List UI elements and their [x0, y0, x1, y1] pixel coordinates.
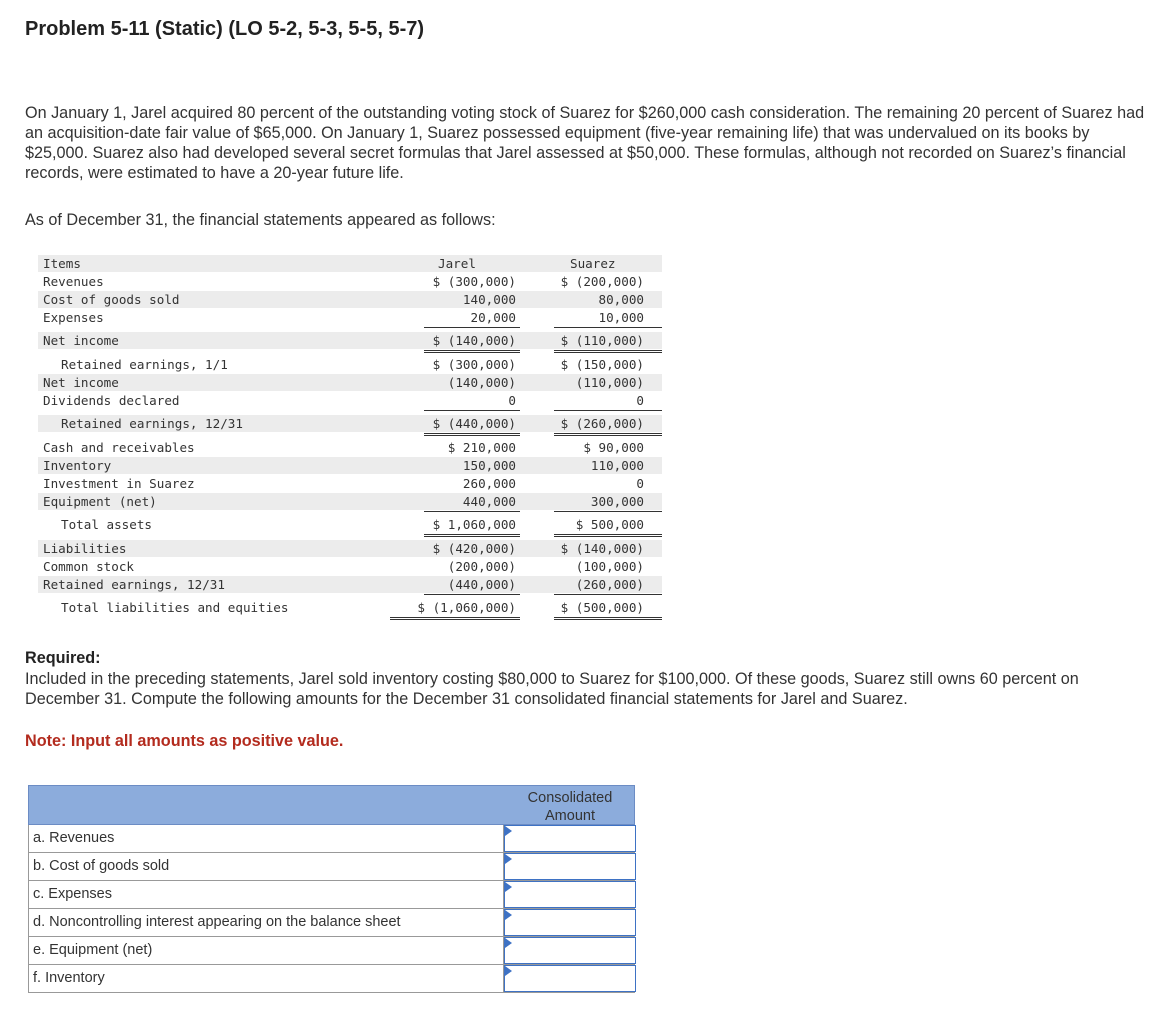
financial-statements-table: [38, 255, 662, 626]
total-line: [424, 536, 520, 537]
equipment-input[interactable]: [515, 940, 635, 962]
table-row: [38, 309, 662, 326]
row-label: Net income: [43, 375, 119, 390]
row-label: Dividends declared: [43, 393, 180, 408]
suarez-value: 0: [636, 476, 644, 491]
jarel-value: $ 210,000: [447, 440, 516, 455]
page-title: Problem 5-11 (Static) (LO 5-2, 5-3, 5-5, 5-7): [25, 18, 425, 40]
nci-input-cell[interactable]: [504, 909, 636, 936]
answer-row-label: a. Revenues: [33, 830, 115, 846]
suarez-value: 110,000: [590, 458, 644, 473]
inventory-input-cell[interactable]: [504, 965, 636, 992]
total-line: [424, 352, 520, 353]
suarez-value: 300,000: [590, 494, 644, 509]
input-marker-icon: [505, 826, 512, 836]
answer-row-label: f. Inventory: [33, 970, 105, 986]
jarel-value: $ (1,060,000): [417, 600, 516, 615]
table-row: [38, 332, 662, 349]
jarel-value: $ (300,000): [432, 357, 516, 372]
table-row: [38, 493, 662, 510]
subtotal-line: [554, 511, 662, 512]
jarel-value: (140,000): [447, 375, 516, 390]
cogs-input[interactable]: [515, 856, 635, 878]
suarez-value: (100,000): [575, 559, 644, 574]
total-line: [554, 433, 662, 434]
row-label: Total liabilities and equities: [61, 600, 289, 615]
subtotal-line: [424, 410, 520, 411]
table-row: [38, 392, 662, 409]
row-label: Revenues: [43, 274, 104, 289]
cogs-input-cell[interactable]: [504, 853, 636, 880]
expenses-input[interactable]: [515, 884, 635, 906]
table-row: [38, 439, 662, 456]
input-marker-icon: [505, 966, 512, 976]
row-label: Inventory: [43, 458, 112, 473]
table-row: [38, 273, 662, 290]
subtotal-line: [424, 594, 520, 595]
jarel-value: 150,000: [462, 458, 516, 473]
total-line: [554, 352, 662, 353]
table-row: [38, 475, 662, 492]
consolidated-amount-header: Consolidated Amount: [527, 790, 613, 824]
table-row: [38, 576, 662, 593]
suarez-value: 80,000: [598, 292, 644, 307]
suarez-value: $ (110,000): [560, 333, 644, 348]
equipment-input-cell[interactable]: [504, 937, 636, 964]
revenues-input[interactable]: [515, 828, 635, 850]
answer-row-noncontrolling-interest: [28, 909, 635, 937]
subtotal-line: [554, 410, 662, 411]
jarel-value: $ 1,060,000: [432, 517, 516, 532]
row-label: Total assets: [61, 517, 152, 532]
answer-row-revenues: [28, 825, 635, 853]
total-line: [424, 433, 520, 434]
suarez-value: $ (150,000): [560, 357, 644, 372]
subtotal-line: [424, 327, 520, 328]
answer-table-header: [28, 785, 635, 825]
input-marker-icon: [505, 882, 512, 892]
revenues-input-cell[interactable]: [504, 825, 636, 852]
header-items: Items: [43, 256, 81, 271]
suarez-value: (260,000): [575, 577, 644, 592]
inventory-input[interactable]: [515, 968, 635, 990]
answer-row-cost-of-goods-sold: [28, 853, 635, 881]
jarel-value: (200,000): [447, 559, 516, 574]
table-row: [38, 540, 662, 557]
jarel-value: $ (440,000): [432, 416, 516, 431]
suarez-value: $ 500,000: [575, 517, 644, 532]
answer-row-label: c. Expenses: [33, 886, 112, 902]
total-line: [390, 617, 520, 618]
jarel-value: 0: [508, 393, 516, 408]
answer-row-inventory: [28, 965, 635, 993]
row-label: Cost of goods sold: [43, 292, 180, 307]
jarel-value: 20,000: [470, 310, 516, 325]
answer-row-label: e. Equipment (net): [33, 942, 153, 958]
jarel-value: 440,000: [462, 494, 516, 509]
row-label: Retained earnings, 1/1: [61, 357, 228, 372]
table-row: [38, 457, 662, 474]
input-marker-icon: [505, 910, 512, 920]
table-row: [38, 599, 662, 616]
jarel-value: (440,000): [447, 577, 516, 592]
header-jarel: Jarel: [438, 256, 476, 271]
total-line: [554, 619, 662, 620]
expenses-input-cell[interactable]: [504, 881, 636, 908]
suarez-value: $ (260,000): [560, 416, 644, 431]
table-row: [38, 356, 662, 373]
jarel-value: $ (300,000): [432, 274, 516, 289]
total-line: [554, 617, 662, 618]
total-line: [390, 619, 520, 620]
suarez-value: 0: [636, 393, 644, 408]
total-line: [424, 534, 520, 535]
table-row: [38, 558, 662, 575]
table-row: [38, 291, 662, 308]
row-label: Investment in Suarez: [43, 476, 195, 491]
answer-row-expenses: [28, 881, 635, 909]
total-line: [424, 435, 520, 436]
header-suarez: Suarez: [570, 256, 616, 271]
answer-row-equipment: [28, 937, 635, 965]
suarez-value: 10,000: [598, 310, 644, 325]
jarel-value: 140,000: [462, 292, 516, 307]
total-line: [424, 350, 520, 351]
subtotal-line: [554, 594, 662, 595]
input-marker-icon: [505, 938, 512, 948]
required-heading: Required:: [25, 649, 101, 667]
table-row: [38, 415, 662, 432]
note-text: Note: Input all amounts as positive value.: [25, 732, 344, 750]
total-line: [554, 536, 662, 537]
subtotal-line: [424, 511, 520, 512]
answer-row-label: d. Noncontrolling interest appearing on the balance sheet: [33, 914, 401, 930]
subtotal-line: [554, 327, 662, 328]
row-label: Retained earnings, 12/31: [43, 577, 225, 592]
row-label: Net income: [43, 333, 119, 348]
nci-input[interactable]: [515, 912, 635, 934]
input-marker-icon: [505, 854, 512, 864]
jarel-value: $ (140,000): [432, 333, 516, 348]
total-line: [554, 534, 662, 535]
row-label: Common stock: [43, 559, 134, 574]
row-label: Equipment (net): [43, 494, 157, 509]
required-text: Included in the preceding statements, Jarel sold inventory costing $80,000 to Suarez for $100,000. Of these goods, Suarez still owns 60 percent on December 31. Compute the following amounts for the December 31 consolidated financial statements for Jarel and Suarez.: [25, 670, 1079, 708]
suarez-value: $ (140,000): [560, 541, 644, 556]
row-label: Retained earnings, 12/31: [61, 416, 243, 431]
suarez-value: $ 90,000: [583, 440, 644, 455]
suarez-value: $ (500,000): [560, 600, 644, 615]
row-label: Expenses: [43, 310, 104, 325]
table-row: [38, 516, 662, 533]
as-of-text: As of December 31, the financial statements appeared as follows:: [25, 211, 496, 229]
row-label: Cash and receivables: [43, 440, 195, 455]
total-line: [554, 435, 662, 436]
jarel-value: $ (420,000): [432, 541, 516, 556]
suarez-value: (110,000): [575, 375, 644, 390]
statements-header-row: [38, 255, 662, 272]
suarez-value: $ (200,000): [560, 274, 644, 289]
table-row: [38, 374, 662, 391]
jarel-value: 260,000: [462, 476, 516, 491]
answer-row-label: b. Cost of goods sold: [33, 858, 170, 874]
problem-intro: On January 1, Jarel acquired 80 percent of the outstanding voting stock of Suarez for $260,000 cash consideration. The remaining 20 percent of Suarez had an acquisition-date fair value of $65,000. On January 1, Suarez possessed equipment (five-year remaining life) that was undervalued on its books by $25,000. Suarez also had developed several secret formulas that Jarel assessed at $50,000. These formulas, although not recorded on Suarez’s financial records, were estimated to have a 20-year future life.: [25, 104, 1145, 182]
row-label: Liabilities: [43, 541, 127, 556]
total-line: [554, 350, 662, 351]
